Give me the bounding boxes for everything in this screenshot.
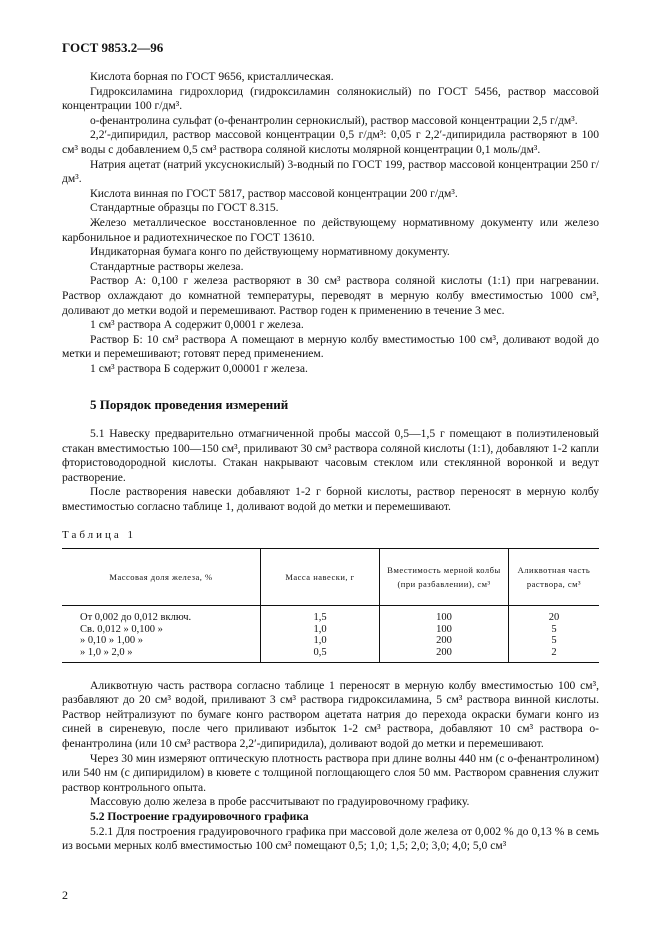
subsection-title: 5.2 Построение градуировочного графика xyxy=(90,809,309,823)
page-number: 2 xyxy=(62,888,68,902)
table-cell: От 0,002 до 0,012 включ. xyxy=(62,606,261,624)
table-cell: 5 xyxy=(551,623,557,635)
table-cell: 200 xyxy=(380,635,509,647)
paragraph: Кислота борная по ГОСТ 9656, кристаллическая. xyxy=(90,70,334,83)
table-cell: 200 xyxy=(380,647,509,662)
table-cell: » 0,10 » 1,00 » xyxy=(62,635,261,647)
paragraph: После растворения навески добавляют 1-2 г борной кислоты, раствор переносят в мерную колбу вместимостью согласно таблице 1, доливают водой до метки и перемешивают. xyxy=(62,485,599,514)
table-cell: 1,0 xyxy=(261,624,380,636)
table-cell: 1,5 xyxy=(261,606,380,624)
table-row xyxy=(62,635,599,647)
table-cell: » 1,0 » 2,0 » xyxy=(62,647,261,662)
data-table xyxy=(62,548,599,662)
paragraph: 1 см³ раствора А содержит 0,0001 г железа. xyxy=(90,318,304,332)
paragraph: 2,2′-дипиридил, раствор массовой концентрации 0,5 г/дм³: 0,05 г 2,2′-дипиридила растворяют в 100 см³ воды с добавлением 0,5 см³ раствора соляной кислоты молярной концентрации 0,1 моль/дм³. xyxy=(62,128,599,156)
column-header: Вместимость мерной колбы (при разбавлении), см³ xyxy=(380,549,509,606)
table-row xyxy=(62,606,599,624)
table-cell: 0,5 xyxy=(261,647,380,662)
table-caption: Таблица 1 xyxy=(62,528,137,541)
table-row xyxy=(62,647,599,662)
table-cell: 2 xyxy=(509,647,600,662)
table-cell: Св. 0,012 » 0,100 » xyxy=(62,624,261,636)
table-cell: 1,0 xyxy=(261,635,380,647)
table-cell: 100 xyxy=(380,624,509,636)
paragraph: Индикаторная бумага конго по действующему нормативному документу. xyxy=(90,245,450,259)
paragraph: Раствор Б: 10 см³ раствора А помещают в мерную колбу вместимостью 100 см³, доливают водой до метки и перемешивают; готовят перед применением. xyxy=(62,332,599,361)
paragraph: Аликвотную часть раствора согласно таблице 1 переносят в мерную колбу вместимостью 100 см³, разбавляют до 20 см³ водой, приливают 3 см³ раствора гидроксиламина, 5 см³ раствора винной кислоты. Раствор нейтрализуют по бумаге конго раствором ацетата натрия до перехода окраски бумаги конго из синей в сиреневую, после чего приливают избыток 1-2 см³ раствора, добавляют 10 см³ раствора о-фенантролина (или 10 см³ раствора 2,2′-дипиридила), доливают водой до метки и перемешивают. xyxy=(62,678,599,750)
document-header: ГОСТ 9853.2—96 xyxy=(62,40,164,55)
paragraph: Стандартные образцы по ГОСТ 8.315. xyxy=(90,201,279,215)
column-header: Масса навески, г xyxy=(261,549,380,606)
paragraph: Через 30 мин измеряют оптическую плотность раствора при длине волны 440 нм (с о-фенантролином) или 540 нм (с дипиридилом) в кювете с толщиной поглощающего слоя 50 мм. Раствором сравнения служит раствор контрольного опыта. xyxy=(62,751,599,794)
document-body xyxy=(62,70,599,854)
table-cell: 20 xyxy=(548,612,560,624)
paragraph: Кислота винная по ГОСТ 5817, раствор массовой концентрации 200 г/дм³. xyxy=(90,186,458,200)
table-cell: 5 xyxy=(551,635,557,647)
paragraph: Гидроксиламина гидрохлорид (гидроксиламин солянокислый) по ГОСТ 5456, раствор массовой концентрации 100 г/дм³. xyxy=(62,84,599,113)
paragraph: Натрия ацетат (натрий уксуснокислый) 3-водный по ГОСТ 199, раствор массовой концентрации 250 г/дм³. xyxy=(62,157,599,186)
section-title: 5 Порядок проведения измерений xyxy=(90,397,289,413)
paragraph: Массовую долю железа в пробе рассчитывают по градуировочному графику. xyxy=(90,795,470,809)
paragraph: Раствор А: 0,100 г железа растворяют в 30 см³ раствора соляной кислоты (1:1) при нагревании. Раствор охлаждают до комнатной температуры, переводят в мерную колбу вместимостью 1000 см³, доливают до метки водой и перемешивают. Раствор годен к применению в течение 3 мес. xyxy=(62,274,599,317)
paragraph: 1 см³ раствора Б содержит 0,00001 г железа. xyxy=(90,361,308,375)
paragraph: 5.1 Навеску предварительно отмагниченной пробы массой 0,5—1,5 г помещают в полиэтиленовый стакан вместимостью 100—150 см³, приливают 30 см³ раствора соляной кислоты (1:1), добавляют 1-2 капли фтористоводородной кислоты. Стакан накрывают часовым стеклом или стеклянной воронкой и ведут растворение. xyxy=(62,427,599,484)
column-header: Аликвотная часть раствора, см³ xyxy=(517,564,591,590)
paragraph: 5.2.1 Для построения градуировочного графика при массовой доле железа от 0,002 % до 0,13 % в семь из восьми мерных колб вместимостью 100 см³ помещают 0,5; 1,0; 1,5; 2,0; 3,0; 4,0; 5,0 см³ xyxy=(62,824,599,853)
table-cell: 100 xyxy=(380,606,509,624)
paragraph: Железо металлическое восстановленное по действующему нормативному документу или железо карбонильное и радиотехническое по ГОСТ 13610. xyxy=(62,215,599,244)
table-header-row xyxy=(62,549,599,606)
table-row xyxy=(62,624,599,636)
paragraph: Стандартные растворы железа. xyxy=(90,259,244,273)
column-header: Массовая доля железа, % xyxy=(62,549,261,606)
paragraph: о-фенантролина сульфат (о-фенантролин сернокислый), раствор массовой концентрации 2,5 г/дм³. xyxy=(90,113,578,127)
